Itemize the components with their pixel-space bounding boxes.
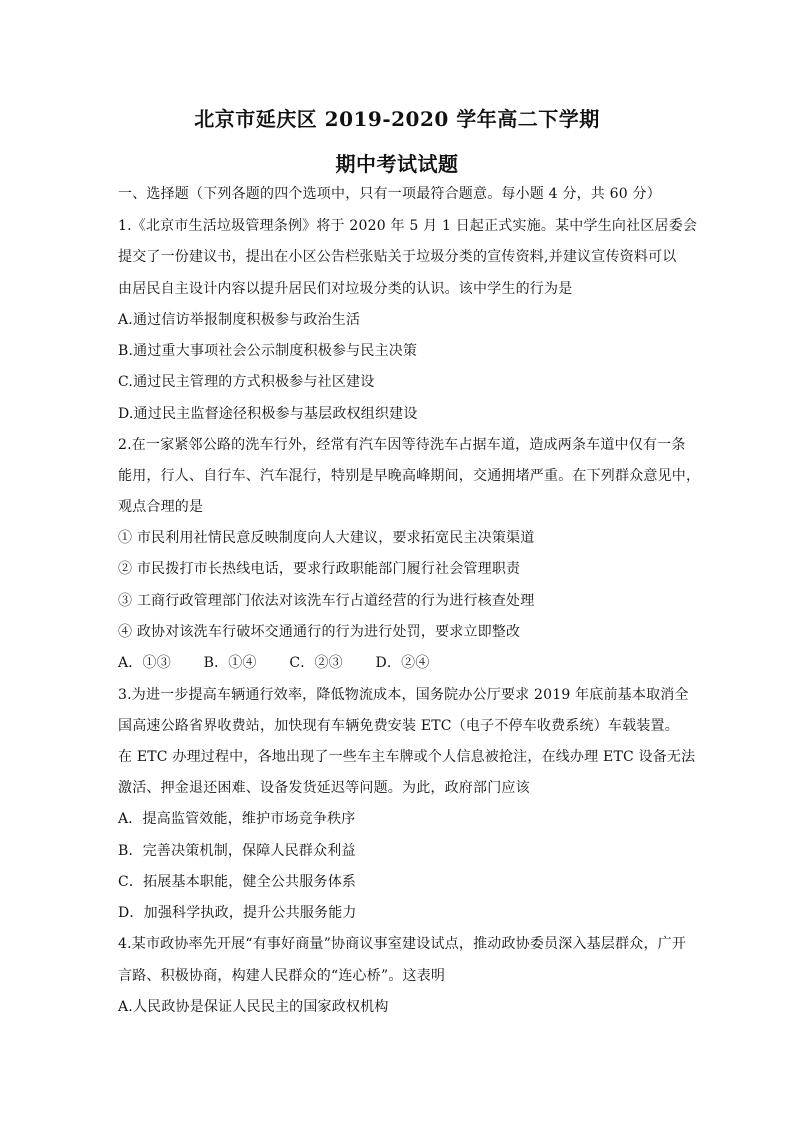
question-2-options: [118, 653, 688, 673]
question-1-option-d: D.通过民主监督途径积极参与基层政权组织建设: [118, 406, 418, 422]
question-2-item-3: ③ 工商行政管理部门依法对该洗车行占道经营的行为进行核查处理: [118, 593, 535, 609]
question-3-option-d: D．加强科学执政，提升公共服务能力: [118, 905, 357, 921]
question-3-option-a: A．提高监管效能，维护市场竞争秩序: [118, 811, 356, 827]
question-2-line-2: 能用，行人、自行车、汽车混行，特别是早晚高峰期间，交通拥堵严重。在下列群众意见中，: [118, 468, 701, 484]
question-2-line-3: 观点合理的是: [118, 499, 204, 515]
question-2-item-2: ② 市民拨打市长热线电话，要求行政职能部门履行社会管理职责: [118, 561, 521, 577]
section-heading: 一、选择题（下列各题的四个选项中，只有一项最符合题意。每小题 4 分，共 60 分）: [118, 186, 661, 202]
question-3-line-4: 激活、押金退还困难、设备发货延迟等问题。为此，政府部门应该: [118, 780, 530, 796]
question-1-line-3: 由居民自主设计内容以提升居民们对垃圾分类的认识。该中学生的行为是: [118, 281, 573, 297]
question-1-line-2: 提交了一份建议书，提出在小区公告栏张贴关于垃圾分类的宣传资料,并建议宣传资料可以: [118, 249, 677, 265]
question-1-option-a: A.通过信访举报制度积极参与政治生活: [118, 312, 361, 328]
question-3-line-3: 在 ETC 办理过程中，各地出现了一些车主车牌或个人信息被抢注，在线办理 ETC 设备无法: [118, 749, 696, 765]
question-3-option-c: C．拓展基本职能，健全公共服务体系: [118, 874, 357, 890]
question-2-option-a: A．①③: [118, 655, 171, 671]
page-title: 北京市延庆区 2019-2020 学年高二下学期: [194, 107, 600, 131]
question-2-option-d: D．②④: [375, 655, 430, 671]
question-4-line-1: 4.某市政协率先开展“有事好商量”协商议事室建设试点，推动政协委员深入基层群众，广开: [118, 936, 687, 952]
question-2-item-1: ① 市民利用社情民意反映制度向人大建议，要求拓宽民主决策渠道: [118, 530, 535, 546]
question-2-option-b: B．①④: [203, 655, 257, 671]
question-2-item-4: ④ 政协对该洗车行破坏交通通行的行为进行处罚，要求立即整改: [118, 624, 521, 640]
question-3-line-1: 3.为进一步提高车辆通行效率，降低物流成本，国务院办公厅要求 2019 年底前基本取消全: [118, 687, 689, 703]
question-1-line-1: 1.《北京市生活垃圾管理条例》将于 2020 年 5 月 1 日起正式实施。某中学生向社区居委会: [118, 218, 698, 234]
question-2-option-c: C．②③: [289, 655, 343, 671]
question-3-option-b: B．完善决策机制，保障人民群众利益: [118, 843, 356, 859]
question-4-option-a: A.人民政协是保证人民民主的国家政权机构: [118, 999, 389, 1015]
question-1-option-c: C.通过民主管理的方式积极参与社区建设: [118, 374, 375, 390]
question-1-option-b: B.通过重大事项社会公示制度积极参与民主决策: [118, 343, 418, 359]
page-subtitle: 期中考试试题: [335, 152, 459, 176]
question-2-line-1: 2.在一家紧邻公路的洗车行外，经常有汽车因等待洗车占据车道，造成两条车道中仅有一条: [118, 437, 686, 453]
question-3-line-2: 国高速公路省界收费站，加快现有车辆免费安装 ETC（电子不停车收费系统）车载装置。: [118, 718, 679, 734]
question-4-line-2: 言路、积极协商，构建人民群众的“连心桥”。这表明: [118, 968, 446, 984]
